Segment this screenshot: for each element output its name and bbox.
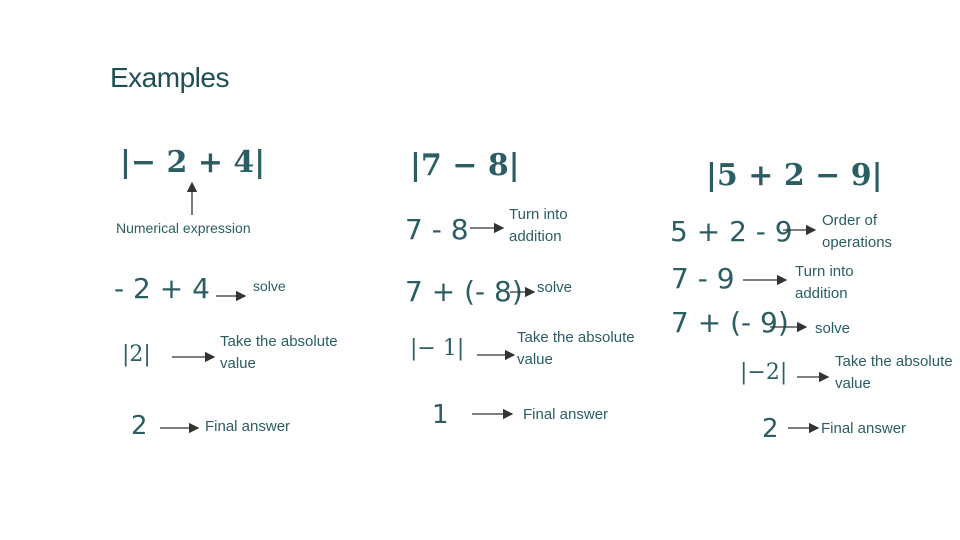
ex1-step-abs: Take the absolute value [220,333,338,372]
ex3-line1: 5 + 2 - 9 [670,215,793,248]
ex2-step-turn: Turn into addition [509,206,568,245]
ex1-label-expression: Numerical expression [116,220,251,236]
ex1-step-solve: solve [253,278,286,294]
ex1-abs-expression: |2| [122,342,151,367]
ex3-step-solve: solve [815,320,851,337]
ex1-step-final: Final answer [205,418,291,435]
ex3-abs-expression: |−2| [740,360,788,385]
ex3-step-order: Order of operations [822,212,893,251]
ex2-step-final: Final answer [523,406,609,423]
ex3-expression: |5 + 2 − 9| [706,158,883,193]
page-title: Examples [110,62,229,93]
ex1-answer: 2 [131,411,148,441]
ex3-line2: 7 - 9 [671,262,735,295]
ex3-line3: 7 + (- 9) [671,306,789,339]
ex2-abs-expression: |− 1| [410,336,465,361]
ex1-rewritten: - 2 + 4 [114,272,210,305]
ex3-step-turn: Turn into addition [795,263,854,302]
ex2-answer: 1 [432,400,449,430]
ex2-step-abs: Take the absolute value [517,329,635,368]
ex2-line2: 7 + (- 8) [405,275,523,308]
ex2-line1: 7 - 8 [405,213,469,246]
ex1-expression: |− 2 + 4| [120,145,266,180]
ex2-step-solve: solve [537,279,573,296]
ex3-step-abs: Take the absolute value [835,353,953,392]
ex3-answer: 2 [762,414,779,444]
ex3-step-final: Final answer [821,420,907,437]
ex2-expression: |7 − 8| [410,148,520,183]
